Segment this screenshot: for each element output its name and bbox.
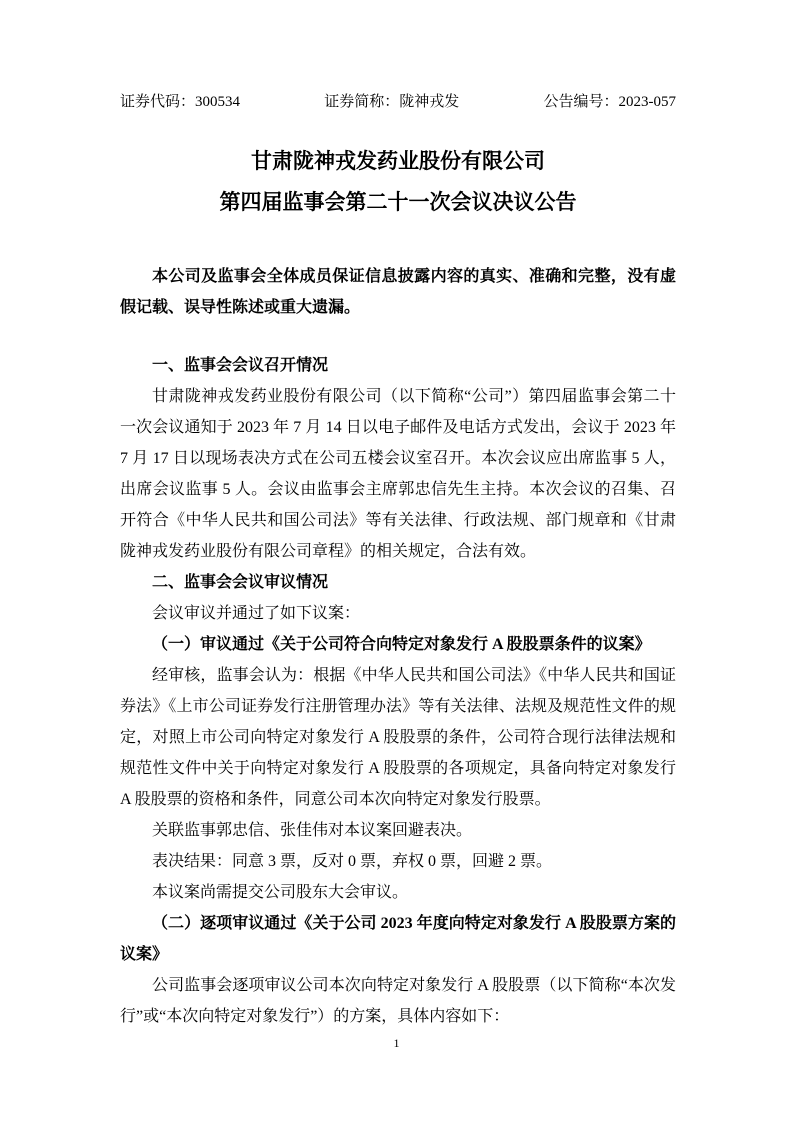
stock-name: 证券简称：陇神戎发 xyxy=(324,94,460,110)
item1-paragraph-shareholder-meeting: 本议案尚需提交公司股东大会审议。 xyxy=(152,884,409,901)
section1-heading: 一、监事会会议召开情况 xyxy=(152,357,329,374)
announcement-number: 公告编号：2023-057 xyxy=(543,94,676,110)
item1-paragraph-recusal: 关联监事郭忠信、张佳伟对本议案回避表决。 xyxy=(152,822,473,839)
section1-paragraph: 甘肃陇神戎发药业股份有限公司（以下简称“公司”）第四届监事会第二十一次会议通知于 2023 年 7 月 14 日以电子邮件及电话方式发出，会议于 2023 年 7 月 17 日以现场表决方式在公司五楼会议室召开。本次会议应出席监事 5 人，出席会议监事 5 人。会议由监事会主席郭忠信先生主持。本次会议的召集、召开符合《中华人民共和国公司法》等有关法律、行政法规、部门规章和《甘肃陇神戎发药业股份有限公司章程》的相关规定，合法有效。 xyxy=(120,388,676,560)
item2-paragraph-intro: 公司监事会逐项审议公司本次向特定对象发行 A 股股票（以下简称“本次发行”或“本次向特定对象发行”）的方案，具体内容如下： xyxy=(120,977,676,1025)
truthfulness-statement: 本公司及监事会全体成员保证信息披露内容的真实、准确和完整，没有虚假记载、误导性陈述或重大遗漏。 xyxy=(120,268,676,316)
item1-heading: （一）审议通过《关于公司符合向特定对象发行 A 股股票条件的议案》 xyxy=(152,636,651,653)
item1-paragraph-review: 经审核，监事会认为：根据《中华人民共和国公司法》《中华人民共和国证券法》《上市公司证券发行注册管理办法》等有关法律、法规及规范性文件的规定，对照上市公司向特定对象发行 A 股股票的条件，公司符合现行法律法规和规范性文件中关于向特定对象发行 A 股股票的各项规定，具备向特定对象发行 A 股股票的资格和条件，同意公司本次向特定对象发行股票。 xyxy=(120,667,676,808)
title-line-meeting: 第四届监事会第二十一次会议决议公告 xyxy=(219,190,577,214)
title-line-company: 甘肃陇神戎发药业股份有限公司 xyxy=(251,149,545,173)
document-header xyxy=(120,93,676,111)
section2-intro: 会议审议并通过了如下议案： xyxy=(152,605,361,622)
item2-heading: （二）逐项审议通过《关于公司 2023 年度向特定对象发行 A 股股票方案的议案》 xyxy=(120,915,676,963)
document-body xyxy=(120,350,676,1032)
stock-code: 证券代码：300534 xyxy=(120,94,241,110)
document-title xyxy=(120,141,676,223)
section2-heading: 二、监事会会议审议情况 xyxy=(152,574,329,591)
item1-paragraph-vote-result: 表决结果：同意 3 票，反对 0 票，弃权 0 票，回避 2 票。 xyxy=(152,853,553,870)
page-number: 1 xyxy=(393,1036,400,1050)
